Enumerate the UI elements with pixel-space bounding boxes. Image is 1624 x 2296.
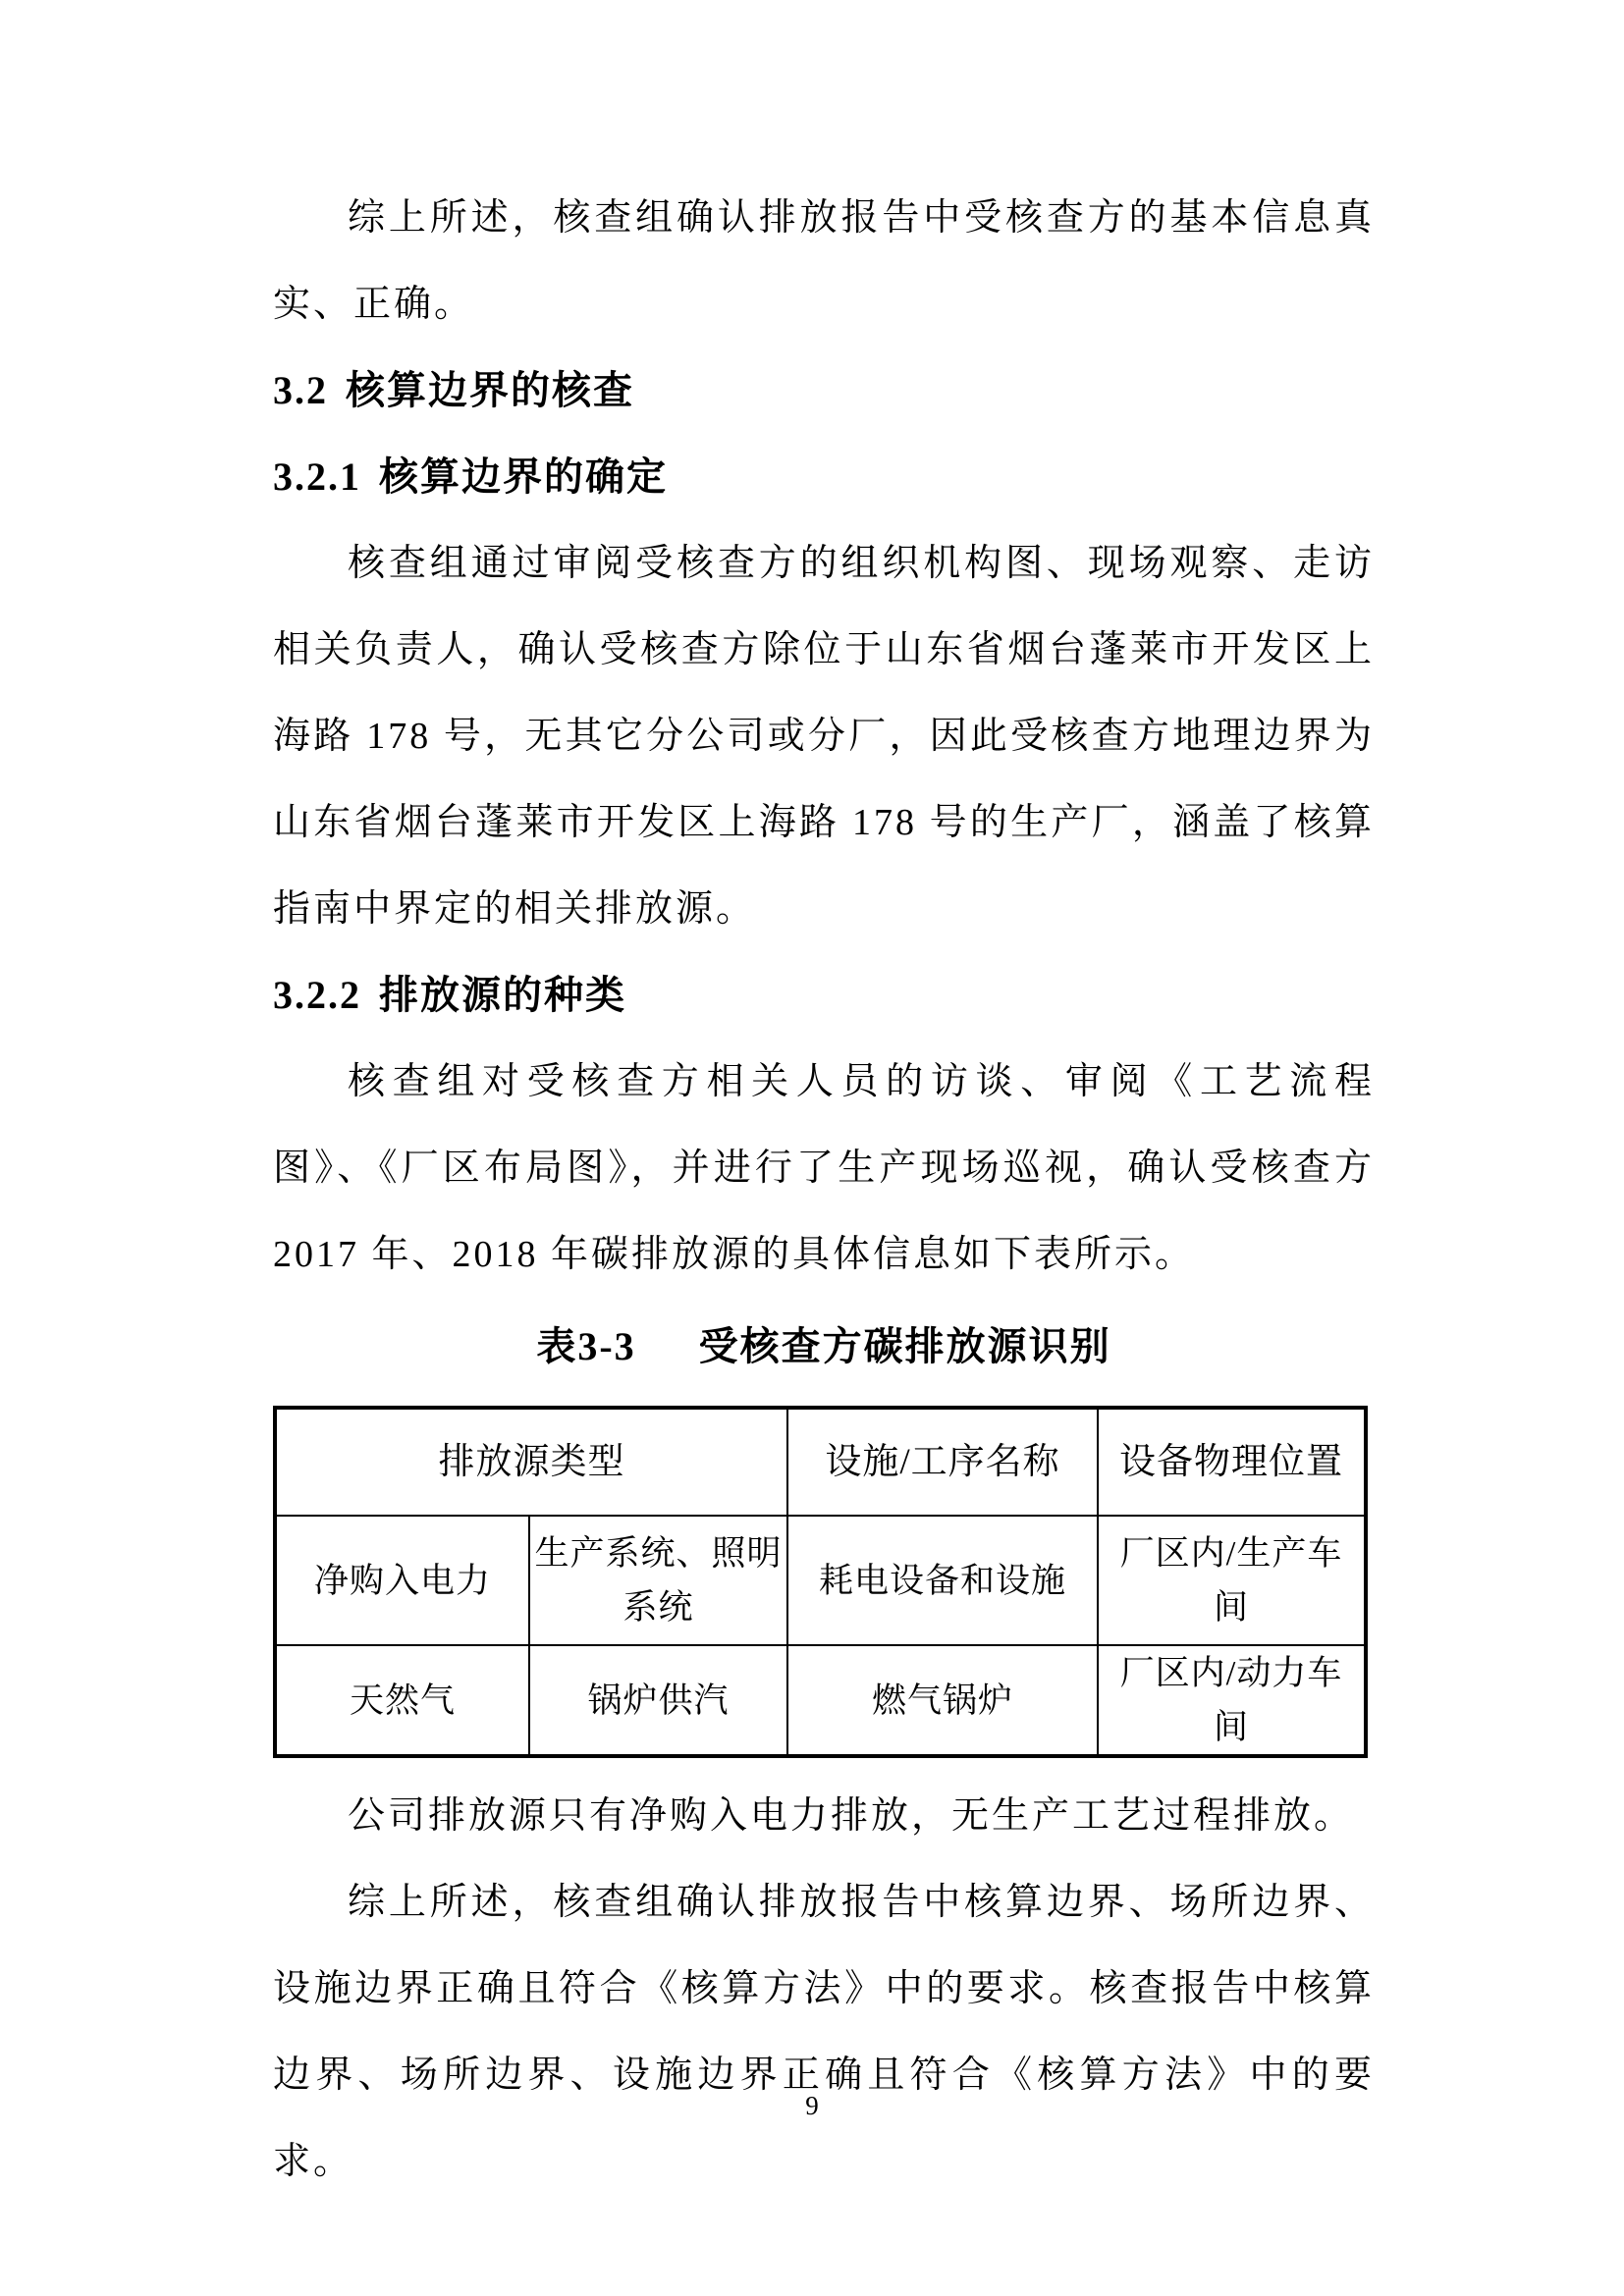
col-header-facility-name: 设施/工序名称 bbox=[787, 1408, 1098, 1516]
page-number: 9 bbox=[805, 2091, 819, 2120]
heading-3-2 bbox=[273, 347, 1375, 434]
heading-3-2-number: 3.2 bbox=[273, 368, 328, 412]
heading-3-2-1-title: 核算边界的确定 bbox=[379, 454, 668, 499]
table-caption bbox=[273, 1298, 1375, 1396]
paragraph-boundary-determination: 核查组通过审阅受核查方的组织机构图、现场观察、走访相关负责人，确认受核查方除位于山东省烟台蓬莱市开发区上海路 178 号，无其它分公司或分厂，因此受核查方地理边界为山东省烟台蓬莱市开发区上海路 178 号的生产厂，涵盖了核算指南中界定的相关排放源。 bbox=[273, 543, 1375, 930]
paragraph-basic-info-summary: 综上所述，核查组确认排放报告中受核查方的基本信息真实、正确。 bbox=[273, 197, 1375, 325]
table-row-natural-gas bbox=[275, 1645, 1366, 1756]
table-caption-label: 表3-3 bbox=[536, 1324, 636, 1368]
table-caption-title: 受核查方碳排放源识别 bbox=[698, 1324, 1111, 1368]
col-header-equipment-location: 设备物理位置 bbox=[1098, 1408, 1366, 1516]
heading-3-2-1 bbox=[273, 434, 1375, 520]
heading-3-2-1-number: 3.2.1 bbox=[273, 454, 361, 499]
paragraph-emission-source-survey: 核查组对受核查方相关人员的访谈、审阅《工艺流程图》、《厂区布局图》，并进行了生产现场巡视，确认受核查方 2017 年、2018 年碳排放源的具体信息如下表所示。 bbox=[273, 1061, 1375, 1275]
cell-source-type-electricity: 净购入电力 bbox=[275, 1516, 529, 1645]
paragraph-after-table-note: 公司排放源只有净购入电力排放，无生产工艺过程排放。 bbox=[348, 1795, 1355, 1837]
heading-3-2-2-title: 排放源的种类 bbox=[379, 973, 626, 1017]
cell-system-electricity: 生产系统、照明系统 bbox=[529, 1516, 787, 1645]
paragraph-boundary-conclusion: 综上所述，核查组确认排放报告中核算边界、场所边界、设施边界正确且符合《核算方法》中的要求。核查报告中核算边界、场所边界、设施边界正确且符合《核算方法》中的要求。 bbox=[273, 1882, 1375, 2182]
cell-facility-electricity: 耗电设备和设施 bbox=[787, 1516, 1098, 1645]
heading-3-2-title: 核算边界的核查 bbox=[346, 368, 634, 412]
heading-3-2-2-number: 3.2.2 bbox=[273, 973, 361, 1017]
table-row-electricity bbox=[275, 1516, 1366, 1645]
emission-sources-table bbox=[273, 1406, 1368, 1758]
cell-location-electricity: 厂区内/生产车间 bbox=[1098, 1516, 1366, 1645]
table-header-row bbox=[275, 1408, 1366, 1516]
cell-system-gas: 锅炉供汽 bbox=[529, 1645, 787, 1756]
col-header-source-type: 排放源类型 bbox=[275, 1408, 787, 1516]
cell-location-gas: 厂区内/动力车间 bbox=[1098, 1645, 1366, 1756]
heading-3-2-2 bbox=[273, 952, 1375, 1039]
cell-facility-gas: 燃气锅炉 bbox=[787, 1645, 1098, 1756]
cell-source-type-gas: 天然气 bbox=[275, 1645, 529, 1756]
